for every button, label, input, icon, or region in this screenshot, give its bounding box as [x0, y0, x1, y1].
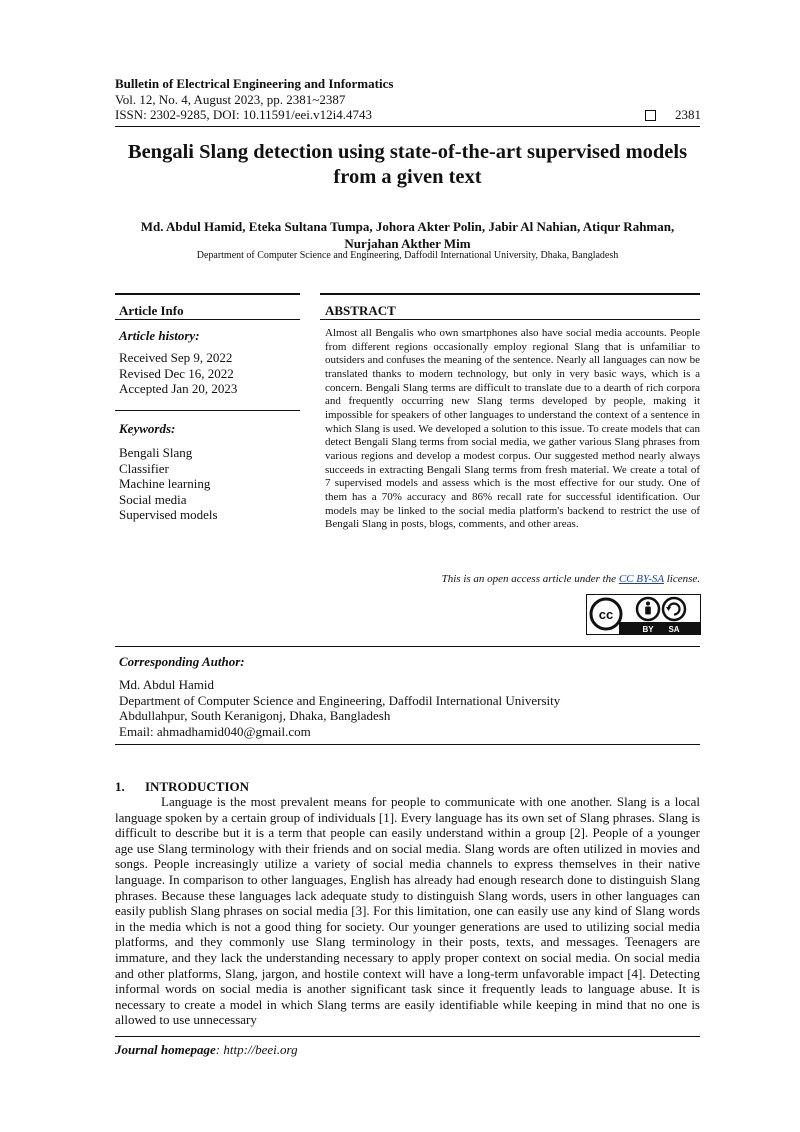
footer-url[interactable]: : http://beei.org	[215, 1042, 298, 1057]
keyword-item: Supervised models	[119, 507, 218, 522]
journal-homepage	[115, 1042, 298, 1058]
abstract-heading: ABSTRACT	[325, 303, 396, 318]
title-line: from a given text	[333, 166, 482, 188]
issn-doi-line: ISSN: 2302-9285, DOI: 10.11591/eei.v12i4.4743	[115, 107, 372, 122]
corresponding-bottom-rule	[115, 744, 700, 745]
cc-badge-graphic	[587, 595, 700, 634]
abstract-bottom-rule	[115, 646, 700, 647]
header-divider	[115, 126, 700, 127]
keywords-list	[119, 445, 218, 523]
author-line: Nurjahan Akther Mim	[344, 236, 471, 251]
journal-name: Bulletin of Electrical Engineering and Informatics	[115, 76, 394, 91]
section-title: INTRODUCTION	[145, 779, 250, 794]
abstract-text: Almost all Bengalis who own smartphones also have social media accounts. People from different regions occasionally employ regional Slang that is unfamiliar to outsiders and confuses the meaning of the sentence. Nearly all languages can now be translated thanks to modern technology, but only in very basic ways, which is a concern. Bengali Slang terms are difficult to translate due to a dearth of rich corpora and frequently occurring new Slang terms developed by people, making it impossible for speakers of other languages to understand the context of a sentence in which Slang is used. We developed a solution to this issue. To create models that can detect Bengali Slang terms from social media, we gather various Slang phrases from various regions and develop a modest corpus. Our suggested method nearly always succeeds in extracting Bengali Slang terms from fresh material. We create a total of 7 supervised models and assess which is the most effective for our study. One of them has a 70% accuracy and 86% recall rate for successful identification. Our models may be linked to the social media platform's backend to restrict the use of Bengali Slang in posts, blogs, comments, and other areas.	[325, 327, 700, 531]
corresponding-heading: Corresponding Author:	[119, 654, 245, 669]
history-accepted: Accepted Jan 20, 2023	[119, 381, 238, 396]
footer-label: Journal homepage	[115, 1042, 216, 1057]
corresponding-name: Md. Abdul Hamid	[119, 677, 214, 692]
keyword-item: Bengali Slang	[119, 445, 193, 460]
introduction-heading	[115, 779, 249, 795]
cc-by-sa-link[interactable]: CC BY-SA	[618, 573, 664, 585]
keyword-item: Social media	[119, 491, 187, 507]
badge-by-label: BY	[642, 625, 654, 634]
history-keywords-divider	[115, 410, 300, 411]
article-info-heading: Article Info	[119, 303, 184, 318]
history-received: Received Sep 9, 2022	[119, 350, 233, 365]
corresponding-department: Department of Computer Science and Engineering, Daffodil International University	[119, 692, 561, 708]
page-number: 2381	[675, 107, 701, 122]
article-info-rule	[115, 319, 300, 320]
article-info-top-rule	[115, 293, 300, 295]
corresponding-email: Email: ahmadhamid040@gmail.com	[119, 723, 311, 739]
article-history-heading: Article history:	[119, 328, 200, 343]
footer-rule	[115, 1036, 700, 1037]
paper-title	[115, 140, 700, 190]
cc-by-sa-badge-icon[interactable]	[586, 594, 701, 635]
affiliation: Department of Computer Science and Engineering, Daffodil International University, Dhaka, Bangladesh	[196, 250, 619, 261]
keyword-item: Machine learning	[119, 476, 211, 491]
license-suffix: license.	[663, 573, 700, 585]
license-prefix: This is an open access article under the	[441, 573, 619, 585]
keywords-heading: Keywords:	[119, 421, 176, 436]
abstract-rule	[320, 319, 700, 320]
history-revised: Revised Dec 16, 2022	[119, 365, 234, 381]
license-statement	[325, 573, 700, 585]
corresponding-address: Abdullahpur, South Keranigonj, Dhaka, Bangladesh	[119, 708, 391, 723]
badge-sa-label: SA	[668, 625, 680, 634]
volume-line: Vol. 12, No. 4, August 2023, pp. 2381~2387	[115, 92, 346, 107]
corresponding-details	[119, 677, 560, 739]
section-number: 1.	[115, 779, 125, 794]
abstract-top-rule	[320, 293, 700, 295]
svg-text:cc: cc	[598, 607, 614, 622]
author-list	[115, 218, 700, 252]
introduction-body: Language is the most prevalent means for people to communicate with one another. Slang is a local language spoken by a certain group of individuals [1]. Every language has its own set of Slang phrases. Slang is difficult to describe but it is a term that people can easily understand within a group [2]. People of a younger age use Slang terminology with their friends and on social media. Slang words are often utilized in movies and songs. People increasingly utilize a variety of social media channels to express themselves in their native language. In comparison to other languages, English has already had enough research done to distinguish Slang phrases. Because these languages lack adequate study to distinguish Slang words, users in other languages can easily publish Slang phrases on social media [3]. For this limitation, one can easily use any kind of Slang words in the media which is not a good thing for society. Our younger generations are used to utilizing social media platforms, and they commonly use Slang terminology in their posts, texts, and messages. Teenagers are immature, and they lack the understanding necessary to apply proper context on social media. On social media and other platforms, Slang, jargon, and hostile context will have a long-term unfavorable impact [4]. Detecting informal words on social media is another significant task since it frequently leads to language abuse. It is necessary to create a model in which Slang terms are easily identifiable while keeping in mind that no one is allowed to use unnecessary	[115, 794, 700, 1028]
title-line: Bengali Slang detection using state-of-the-art supervised models	[127, 141, 688, 163]
square-icon	[645, 110, 656, 121]
keyword-item: Classifier	[119, 460, 169, 476]
author-line: Md. Abdul Hamid, Eteka Sultana Tumpa, Johora Akter Polin, Jabir Al Nahian, Atiqur Rahman,	[140, 219, 675, 234]
article-history-list	[119, 350, 237, 397]
